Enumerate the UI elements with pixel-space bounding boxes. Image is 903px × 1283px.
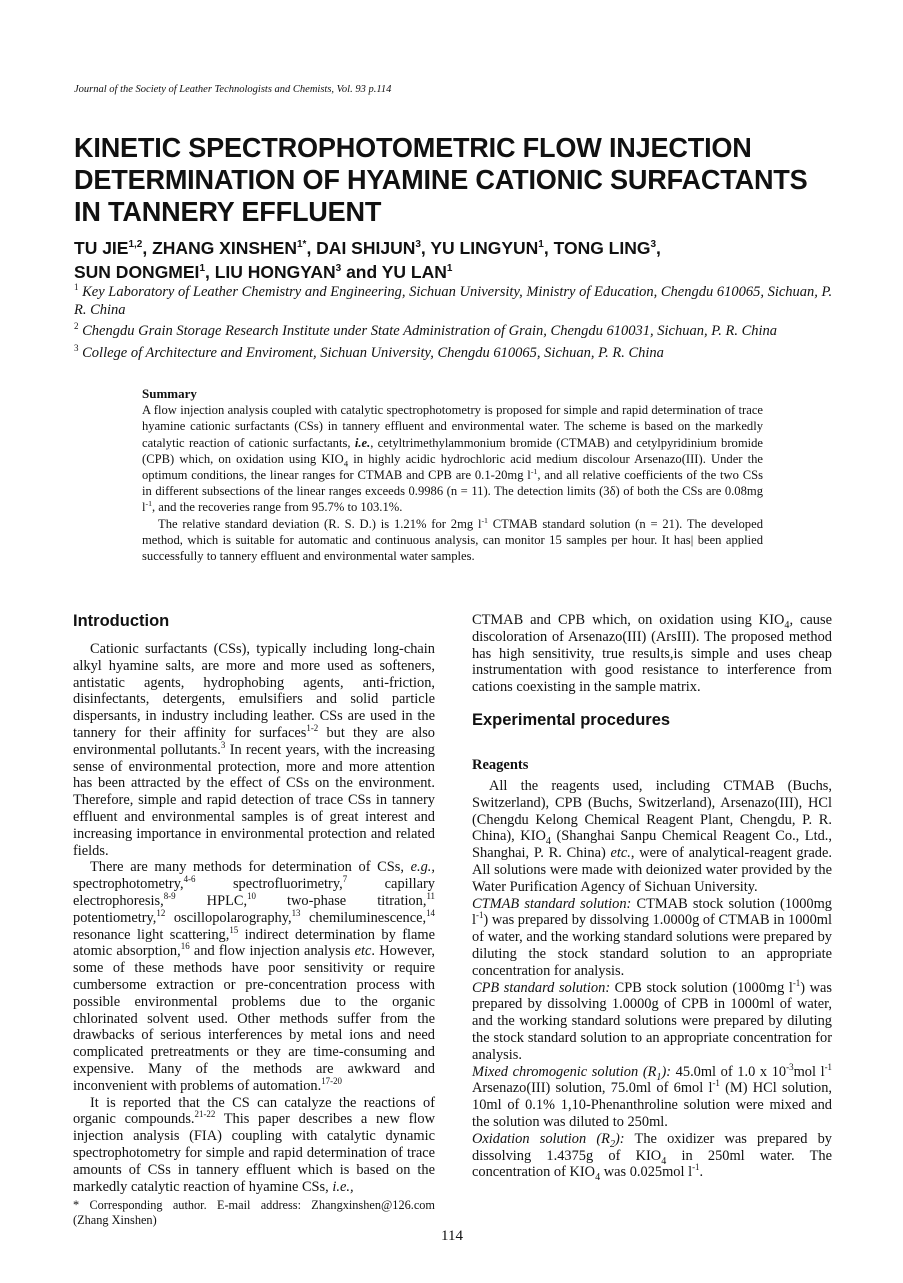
author-list: TU JIE$^{1,2}$, ZHANG $XINSHEN^{1*}$, DAI SHIJUN$^3$, YU LINGYUN$^1$, TONG LING$^3$, SUN DONGMEI$^1$, LIU HONGYAN$^3$ and YU LAN$^1$ xyxy=(74,238,661,282)
body-paragraph xyxy=(73,1095,435,1196)
text-run: in 250ml water. The concentration of KIO xyxy=(472,1147,832,1181)
text-run: resonance light scattering, xyxy=(73,926,230,943)
text-run: ) was prepared by dissolving 1.0000g of CTMAB in 1000ml of water, and the working standard solutions were prepared by diluting the stock standard solution to an appropriate concentration for analysis. xyxy=(472,912,832,979)
affiliation-3 xyxy=(74,342,834,363)
reagent-cpb-standard xyxy=(472,977,832,1064)
affiliation-text: College of Architecture and Enviroment, Sichuan University, Chengdu 610065, Sichuan, P. R. China xyxy=(82,344,664,361)
right-column xyxy=(472,612,832,1184)
text-run: Mixed chromogenic solution (R xyxy=(472,1063,657,1080)
body-paragraph xyxy=(73,859,435,1094)
text-run: -1 xyxy=(481,515,488,525)
text-run: , cetyltrimethylammonium bromide (CTMAB) and cetylpyridinium bromide (CPB) which, on oxidation using KIO xyxy=(142,435,763,466)
body-paragraph xyxy=(472,778,832,896)
text-run: 1-2 xyxy=(306,723,319,734)
journal-header: Journal of the Society of Leather Technologists and Chemists, Vol. 93 p.114 xyxy=(74,84,392,95)
summary-heading: Summary xyxy=(142,386,197,401)
text-run: in highly acidic hydrochloric acid medium discolour Arsenazo(III). Under the optimum conditions, the linear ranges for CTMAB and CPB are 0.1-20mg l xyxy=(142,451,764,483)
text-run: -1 xyxy=(692,1162,700,1173)
text-run: 14 xyxy=(426,907,435,918)
text-run: spectrophotometry, xyxy=(73,876,184,893)
text-run: A flow injection analysis coupled with catalytic spectrophotometry is proposed for simple and rapid determination of trace hyamine cationic surfactants (CSs) in tannery effluent and environmental water. The scheme is based on the markedly catalytic reaction of cationic surfactants, xyxy=(142,403,763,450)
author-affiliation-mark: 3 xyxy=(415,239,421,251)
text-run: -3 xyxy=(786,1061,794,1072)
text-run: 4-6 xyxy=(183,874,196,885)
corresponding-author-footnote: * Corresponding author. E-mail address: Zhangxinshen@126.com (Zhang Xinshen) xyxy=(73,1198,435,1227)
text-run: chemiluminescence, xyxy=(300,909,427,926)
text-run: 10 xyxy=(247,891,256,902)
text-run: (M) HCl solution, 10ml of 0.1% 1,10-Phenanthroline solution were mixed and the solution was diluted to 250ml. xyxy=(472,1080,832,1130)
section-heading-introduction: Introduction xyxy=(73,612,170,630)
text-run: etc xyxy=(354,943,372,960)
text-run: This paper describes a new flow injection analysis (FIA) coupling with catalytic dynamic spectrophotometry for simple and rapid determination of trace amounts of CSs in tannery effluent which is based on the markedly catalytic reaction of hyamine CSs, xyxy=(73,1111,435,1195)
text-run: 4 xyxy=(661,1155,667,1167)
summary-abstract xyxy=(142,386,763,564)
author-affiliation-mark: 1 xyxy=(538,239,544,251)
author-affiliation-mark: 1* xyxy=(296,239,307,251)
text-run: etc. xyxy=(610,845,631,862)
text-run: -1 xyxy=(145,499,152,509)
summary-paragraph xyxy=(142,402,763,515)
author-name: YU LAN xyxy=(381,262,447,282)
text-run: ): xyxy=(614,1130,625,1147)
text-run: In recent years, with the increasing sense of environmental protection, more and more attention has been attracted by the effect of CSs on the environment. Therefore, simple and rapid detection of trace CSs in tannery effluent and environmental samples is of great interest and increasing importance in environmental protection and related fields. xyxy=(73,741,435,859)
affiliation-2 xyxy=(74,323,834,341)
text-run: -1 xyxy=(824,1061,832,1072)
text-run: i.e. xyxy=(354,435,371,450)
text-run: spectrofluorimetry, xyxy=(195,876,343,893)
text-run: mol l xyxy=(793,1063,825,1080)
author-name: TONG LING xyxy=(553,238,651,258)
text-run: CTMAB standard solution: xyxy=(472,895,632,912)
author-name: LIU HONGYAN xyxy=(214,262,336,282)
text-run: -1 xyxy=(476,910,484,921)
article-title xyxy=(74,132,842,228)
text-run: 16 xyxy=(180,941,190,952)
text-run: CPB stock solution (1000mg l xyxy=(610,979,793,996)
text-run: was 0.025mol l xyxy=(600,1164,693,1181)
text-run: 4 xyxy=(545,836,551,848)
text-run: but they are also environmental pollutants. xyxy=(73,724,435,758)
affiliation-number: 2 xyxy=(74,321,79,332)
text-run: -1 xyxy=(792,977,801,988)
text-run: CPB standard solution: xyxy=(472,979,611,996)
text-run: 3 xyxy=(220,739,226,750)
author-affiliation-mark: 1 xyxy=(199,263,205,275)
text-run: , were of analytical-reagent grade. All solutions were made with deionized water provided by the Water Purification Agency of Sichuan University. xyxy=(472,845,832,895)
text-run: CTMAB and CPB which, on oxidation using KIO xyxy=(472,612,785,628)
text-run: capillary electrophoresis, xyxy=(73,876,436,909)
body-paragraph xyxy=(73,641,435,859)
text-run: 8-9 xyxy=(163,891,176,902)
text-run: HPLC, xyxy=(175,892,248,909)
body-paragraph-continued xyxy=(472,612,832,696)
subsection-heading-reagents: Reagents xyxy=(472,756,529,773)
text-run: 21-22 xyxy=(194,1109,216,1120)
text-run: There are many methods for determination of CSs, xyxy=(90,859,411,876)
text-run: ): xyxy=(661,1063,672,1080)
text-run: CTMAB stock solution (1000mg l xyxy=(472,895,832,929)
text-run: It is reported that the CS can catalyze the reactions of organic compounds. xyxy=(73,1094,435,1128)
text-run: e.g., xyxy=(410,859,435,876)
author-name: YU LINGYUN xyxy=(430,238,539,258)
text-run: ) was prepared by dissolving 1.0000g of CPB in 1000ml of water, and the working standard solutions were prepared by diluting the stock standard solution to an appropriate concentration for analysis. xyxy=(472,979,832,1063)
reagent-mixed-chromogenic xyxy=(472,1061,832,1131)
affiliation-number: 1 xyxy=(74,282,79,293)
text-run: Arsenazo(III) solution, 75.0ml of 6mol l xyxy=(472,1080,713,1097)
reagent-oxidation-solution xyxy=(472,1130,832,1184)
title-line: DETERMINATION OF HYAMINE CATIONIC SURFACTANTS xyxy=(74,164,808,195)
text-run: (Shanghai Sanpu Chemical Reagent Co., Ltd., Shanghai, P. R. China) xyxy=(472,828,832,862)
text-run: 15 xyxy=(229,924,239,935)
text-run: 13 xyxy=(291,907,301,918)
text-run: , and all relative coefficients of the two CSs in different subsections of the linear ranges exceeds 0.9986 (n = 11). The detection limits (3δ) of both the CSs are 0.08mg l xyxy=(142,468,763,515)
summary-paragraph xyxy=(142,516,763,565)
text-run: , cause discoloration of Arsenazo(III) (ArsIII). The proposed method has high sensitivity, true results,is simple and uses cheap instrumentation with good resistance to interference from cations coexisting in the sample matrix. xyxy=(472,612,832,696)
title-line: IN TANNERY EFFLUENT xyxy=(74,196,382,227)
text-run: Oxidation solution (R xyxy=(472,1130,610,1147)
text-run: The oxidizer was prepared by dissolving 1.4375g of KIO xyxy=(472,1130,832,1164)
text-run: 7 xyxy=(342,874,348,885)
author-name: SUN DONGMEI xyxy=(74,262,200,282)
affiliation-number: 3 xyxy=(74,342,79,353)
text-run: 4 xyxy=(595,1172,601,1184)
text-run: i.e., xyxy=(332,1178,354,1195)
text-run: 2 xyxy=(609,1138,615,1150)
text-run: -1 xyxy=(712,1078,720,1089)
text-run: . xyxy=(699,1164,704,1181)
title-line: KINETIC SPECTROPHOTOMETRIC FLOW INJECTION xyxy=(74,132,752,163)
affiliation-text: Key Laboratory of Leather Chemistry and Engineering, Sichuan University, Ministry of Education, Chengdu 610065, Sichuan, P. R. China xyxy=(74,284,833,318)
text-run: potentiometry, xyxy=(73,909,157,926)
text-run: 4 xyxy=(784,619,790,631)
left-column xyxy=(73,611,435,1195)
author-affiliation-mark: 1,2 xyxy=(128,239,143,251)
text-run: 12 xyxy=(156,907,166,918)
text-run: 17-20 xyxy=(321,1075,342,1086)
affiliations xyxy=(74,284,834,366)
text-run: two-phase titration, xyxy=(255,892,427,909)
section-heading-experimental: Experimental procedures xyxy=(472,710,671,729)
text-run: . However, some of these methods have poor sensitivity or require cumbersome extraction or pre-concentration process with possible environmental problems due to the organic chlorinated solvent used. Other methods suffer from the drawbacks of serious interferences by metal ions and need complicated pretreatments or they are time-consuming and expensive. Many of the methods are awkward and inconvenient with problems of automation. xyxy=(73,943,435,1094)
reagent-ctmab-standard xyxy=(472,896,832,980)
text-run: -1 xyxy=(530,466,538,476)
text-run: 1 xyxy=(656,1071,662,1083)
text-run: All the reagents used, including CTMAB (Buchs, Switzerland), CPB (Buchs, Switzerland), Arsenazo(III), HCl (Chengdu Kelong Chemical Reagent Plant, Chengdu, P. R. China), KIO xyxy=(472,777,832,845)
author-affiliation-mark: 1 xyxy=(446,263,453,275)
page-number: 114 xyxy=(441,1228,463,1244)
affiliation-text: Chengdu Grain Storage Research Institute under State Administration of Grain, Chengdu 610031, Sichuan, P. R. China xyxy=(82,323,778,339)
text-run: , and the recoveries range from 95.7% to 103.1%. xyxy=(152,500,403,515)
text-run: 45.0ml of 1.0 x 10 xyxy=(671,1063,787,1080)
text-run: and flow injection analysis xyxy=(189,943,355,960)
text-run: 11 xyxy=(426,891,436,902)
text-run: 4 xyxy=(343,458,349,469)
text-run: The relative standard deviation (R. S. D.) is 1.21% for 2mg l xyxy=(158,516,482,531)
author-affiliation-mark: 3 xyxy=(650,239,657,251)
text-run: indirect determination by flame atomic absorption, xyxy=(73,926,435,960)
author-name: DAI SHIJUN xyxy=(316,238,416,258)
text-run: CTMAB standard solution (n = 21). The developed method, which is suitable for automatic and continuous analysis, can monitor 15 samples per hour. It has| been applied successfully to tannery effluent and environmental water samples. xyxy=(142,516,763,564)
text-run: oscillopolarography, xyxy=(165,909,292,926)
author-name: TU JIE xyxy=(74,238,129,258)
author-name: ZHANG XINSHEN xyxy=(152,238,297,258)
text-run: Cationic surfactants (CSs), typically including long-chain alkyl hyamine salts, are more and more used as softeners, antistatic agents, hydrophobing agents, anti-friction, disinfectants, detergents, emulsifiers and solid particle dispersants, in industry including leather. CSs are used in the tannery for their affinity for surfaces xyxy=(73,641,435,741)
affiliation-1 xyxy=(74,284,834,319)
author-affiliation-mark: 3 xyxy=(335,263,342,275)
